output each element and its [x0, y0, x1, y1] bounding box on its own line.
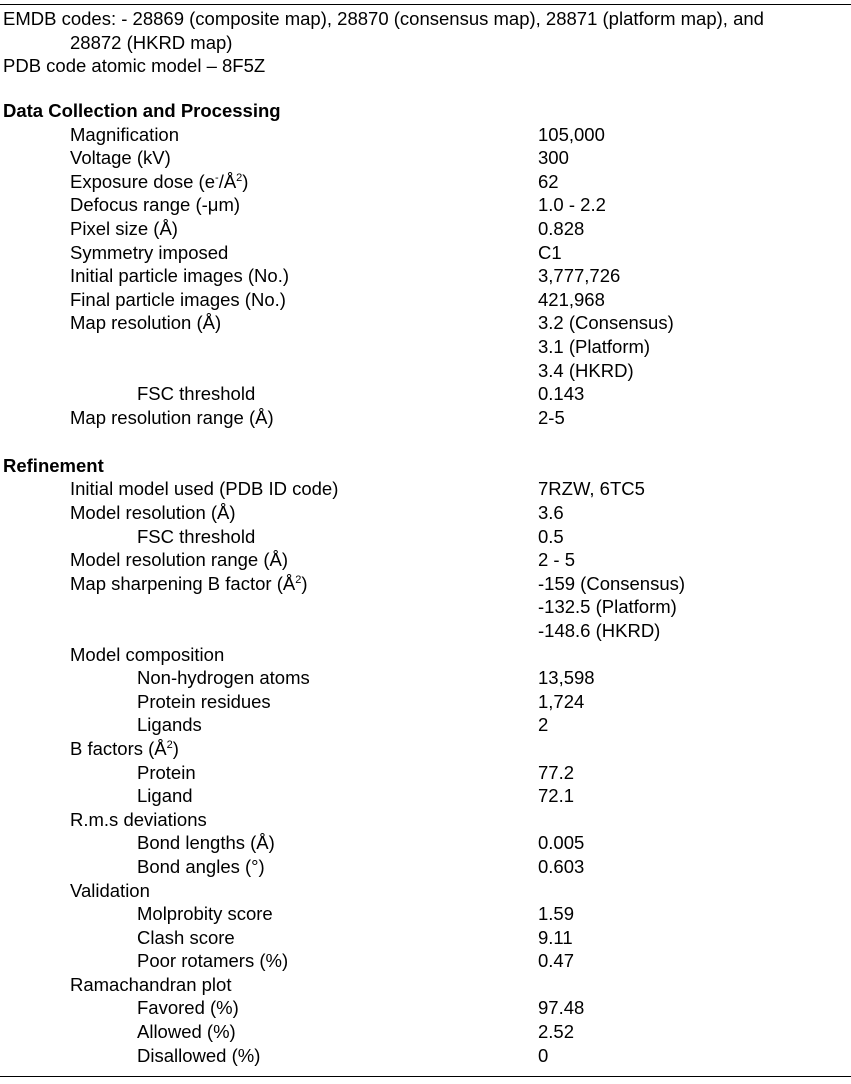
row-label: R.m.s deviations	[70, 808, 207, 830]
row-value: 0.143	[538, 383, 585, 405]
row-value: 0.47	[538, 950, 575, 972]
row-label: Initial particle images (No.)	[70, 265, 289, 287]
table-row	[3, 808, 851, 832]
label-superscript: 2	[236, 171, 243, 184]
row-value: 1.0 - 2.2	[538, 194, 606, 216]
document-header	[3, 7, 764, 78]
row-label: Model resolution range (Å)	[70, 549, 288, 571]
row-label: Map resolution range (Å)	[70, 406, 274, 428]
row-label: Final particle images (No.)	[70, 288, 286, 310]
label-text: )	[242, 170, 249, 192]
table-row	[3, 382, 851, 406]
row-value: 0	[538, 1044, 549, 1066]
row-label	[70, 737, 179, 761]
table-row	[3, 1044, 851, 1068]
table-row	[3, 595, 851, 619]
label-superscript: -	[215, 171, 219, 184]
row-value: 7RZW, 6TC5	[538, 478, 645, 500]
pdb-code-line: PDB code atomic model – 8F5Z	[3, 55, 266, 76]
row-value: 300	[538, 147, 569, 169]
table-row	[3, 193, 851, 217]
table-row	[3, 146, 851, 170]
row-label: Voltage (kV)	[70, 147, 171, 169]
table-row	[3, 902, 851, 926]
table-row	[3, 359, 851, 383]
row-value: 62	[538, 170, 559, 192]
section-heading	[3, 99, 851, 123]
row-label: Molprobity score	[137, 903, 273, 925]
table-row	[3, 784, 851, 808]
table-row	[3, 1020, 851, 1044]
table-row	[3, 643, 851, 667]
row-value: 3,777,726	[538, 265, 621, 287]
row-label: Model composition	[70, 643, 225, 665]
row-value: 77.2	[538, 761, 575, 783]
label-text: )	[301, 572, 308, 594]
table-row	[3, 737, 851, 761]
row-label: Pixel size (Å)	[70, 217, 178, 239]
row-value: 1.59	[538, 903, 575, 925]
table-row	[3, 713, 851, 737]
row-label: Bond angles (°)	[137, 855, 265, 877]
row-value: C1	[538, 241, 562, 263]
row-value: 9.11	[538, 926, 573, 948]
row-label: Ramachandran plot	[70, 973, 232, 995]
row-label: Symmetry imposed	[70, 241, 229, 263]
table-row	[3, 949, 851, 973]
table-row	[3, 761, 851, 785]
emdb-codes-continuation: 28872 (HKRD map)	[70, 31, 233, 53]
table-row	[3, 170, 851, 194]
row-value: -148.6 (HKRD)	[538, 619, 661, 641]
label-text: )	[172, 737, 179, 759]
row-value: 2-5	[538, 406, 565, 428]
row-value: 0.828	[538, 217, 585, 239]
row-value: -159 (Consensus)	[538, 572, 686, 594]
row-label: Defocus range (-μm)	[70, 194, 241, 216]
row-label	[70, 170, 248, 194]
row-value: 2.52	[538, 1021, 575, 1043]
label-text: Exposure dose (e	[70, 170, 216, 192]
row-label: Disallowed (%)	[137, 1044, 261, 1066]
label-superscript: 2	[295, 573, 302, 586]
table-row	[3, 690, 851, 714]
table-row	[3, 666, 851, 690]
row-label: Poor rotamers (%)	[137, 950, 289, 972]
row-label: Initial model used (PDB ID code)	[70, 478, 339, 500]
row-value: 3.6	[538, 502, 564, 523]
table-row	[3, 525, 851, 549]
row-value: 2	[538, 714, 549, 736]
row-value: 2 - 5	[538, 549, 576, 571]
row-label: Favored (%)	[137, 997, 239, 1019]
section-title: Refinement	[3, 454, 104, 476]
row-value: 3.1 (Platform)	[538, 335, 651, 357]
row-label: FSC threshold	[137, 383, 256, 405]
table-row	[3, 311, 851, 335]
section-title: Data Collection and Processing	[3, 100, 281, 121]
row-value: 13,598	[538, 667, 595, 689]
table-row	[3, 831, 851, 855]
row-value: 3.2 (Consensus)	[538, 312, 674, 334]
row-label: Magnification	[70, 123, 180, 145]
row-value: 97.48	[538, 997, 585, 1019]
row-value: 105,000	[538, 123, 605, 145]
row-value: 1,724	[538, 690, 585, 712]
row-value: -132.5 (Platform)	[538, 596, 677, 618]
row-label: Clash score	[137, 926, 235, 948]
row-label: Protein	[137, 761, 196, 783]
statistics-table	[3, 99, 851, 1067]
row-value: 0.005	[538, 832, 585, 854]
row-value: 421,968	[538, 288, 605, 310]
table-row	[3, 973, 851, 997]
table-row	[3, 406, 851, 430]
row-value: 3.4 (HKRD)	[538, 359, 634, 381]
row-value: 72.1	[538, 785, 575, 807]
table-row	[3, 217, 851, 241]
row-label: Bond lengths (Å)	[137, 832, 275, 854]
label-text: B factors (Å	[70, 737, 167, 759]
table-row	[3, 879, 851, 903]
row-label: Protein residues	[137, 690, 271, 712]
row-label: Allowed (%)	[137, 1021, 236, 1043]
top-rule	[0, 4, 851, 5]
row-label	[70, 572, 308, 596]
table-row	[3, 288, 851, 312]
table-row	[3, 619, 851, 643]
table-row	[3, 123, 851, 147]
row-label: Ligand	[137, 785, 193, 807]
row-label: Non-hydrogen atoms	[137, 667, 310, 689]
section-heading	[3, 454, 851, 478]
table-row	[3, 335, 851, 359]
row-label: Model resolution (Å)	[70, 502, 236, 523]
table-row	[3, 241, 851, 265]
table-row	[3, 477, 851, 501]
table-row	[3, 926, 851, 950]
table-row	[3, 501, 851, 525]
table-row	[3, 264, 851, 288]
table-row	[3, 855, 851, 879]
row-value: 0.5	[538, 525, 564, 547]
label-text: /Å	[218, 170, 237, 192]
emdb-codes-line: EMDB codes: - 28869 (composite map), 28870 (consensus map), 28871 (platform map), and	[3, 8, 764, 29]
row-label: Ligands	[137, 714, 202, 736]
table-row	[3, 572, 851, 596]
table-row	[3, 548, 851, 572]
table-row	[3, 996, 851, 1020]
row-label: Validation	[70, 879, 150, 901]
section-spacer	[3, 429, 851, 454]
row-label: FSC threshold	[137, 525, 256, 547]
label-text: Map sharpening B factor (Å	[70, 572, 296, 594]
row-value: 0.603	[538, 855, 585, 877]
row-label: Map resolution (Å)	[70, 312, 222, 334]
bottom-rule	[0, 1076, 851, 1077]
label-superscript: 2	[166, 738, 173, 751]
